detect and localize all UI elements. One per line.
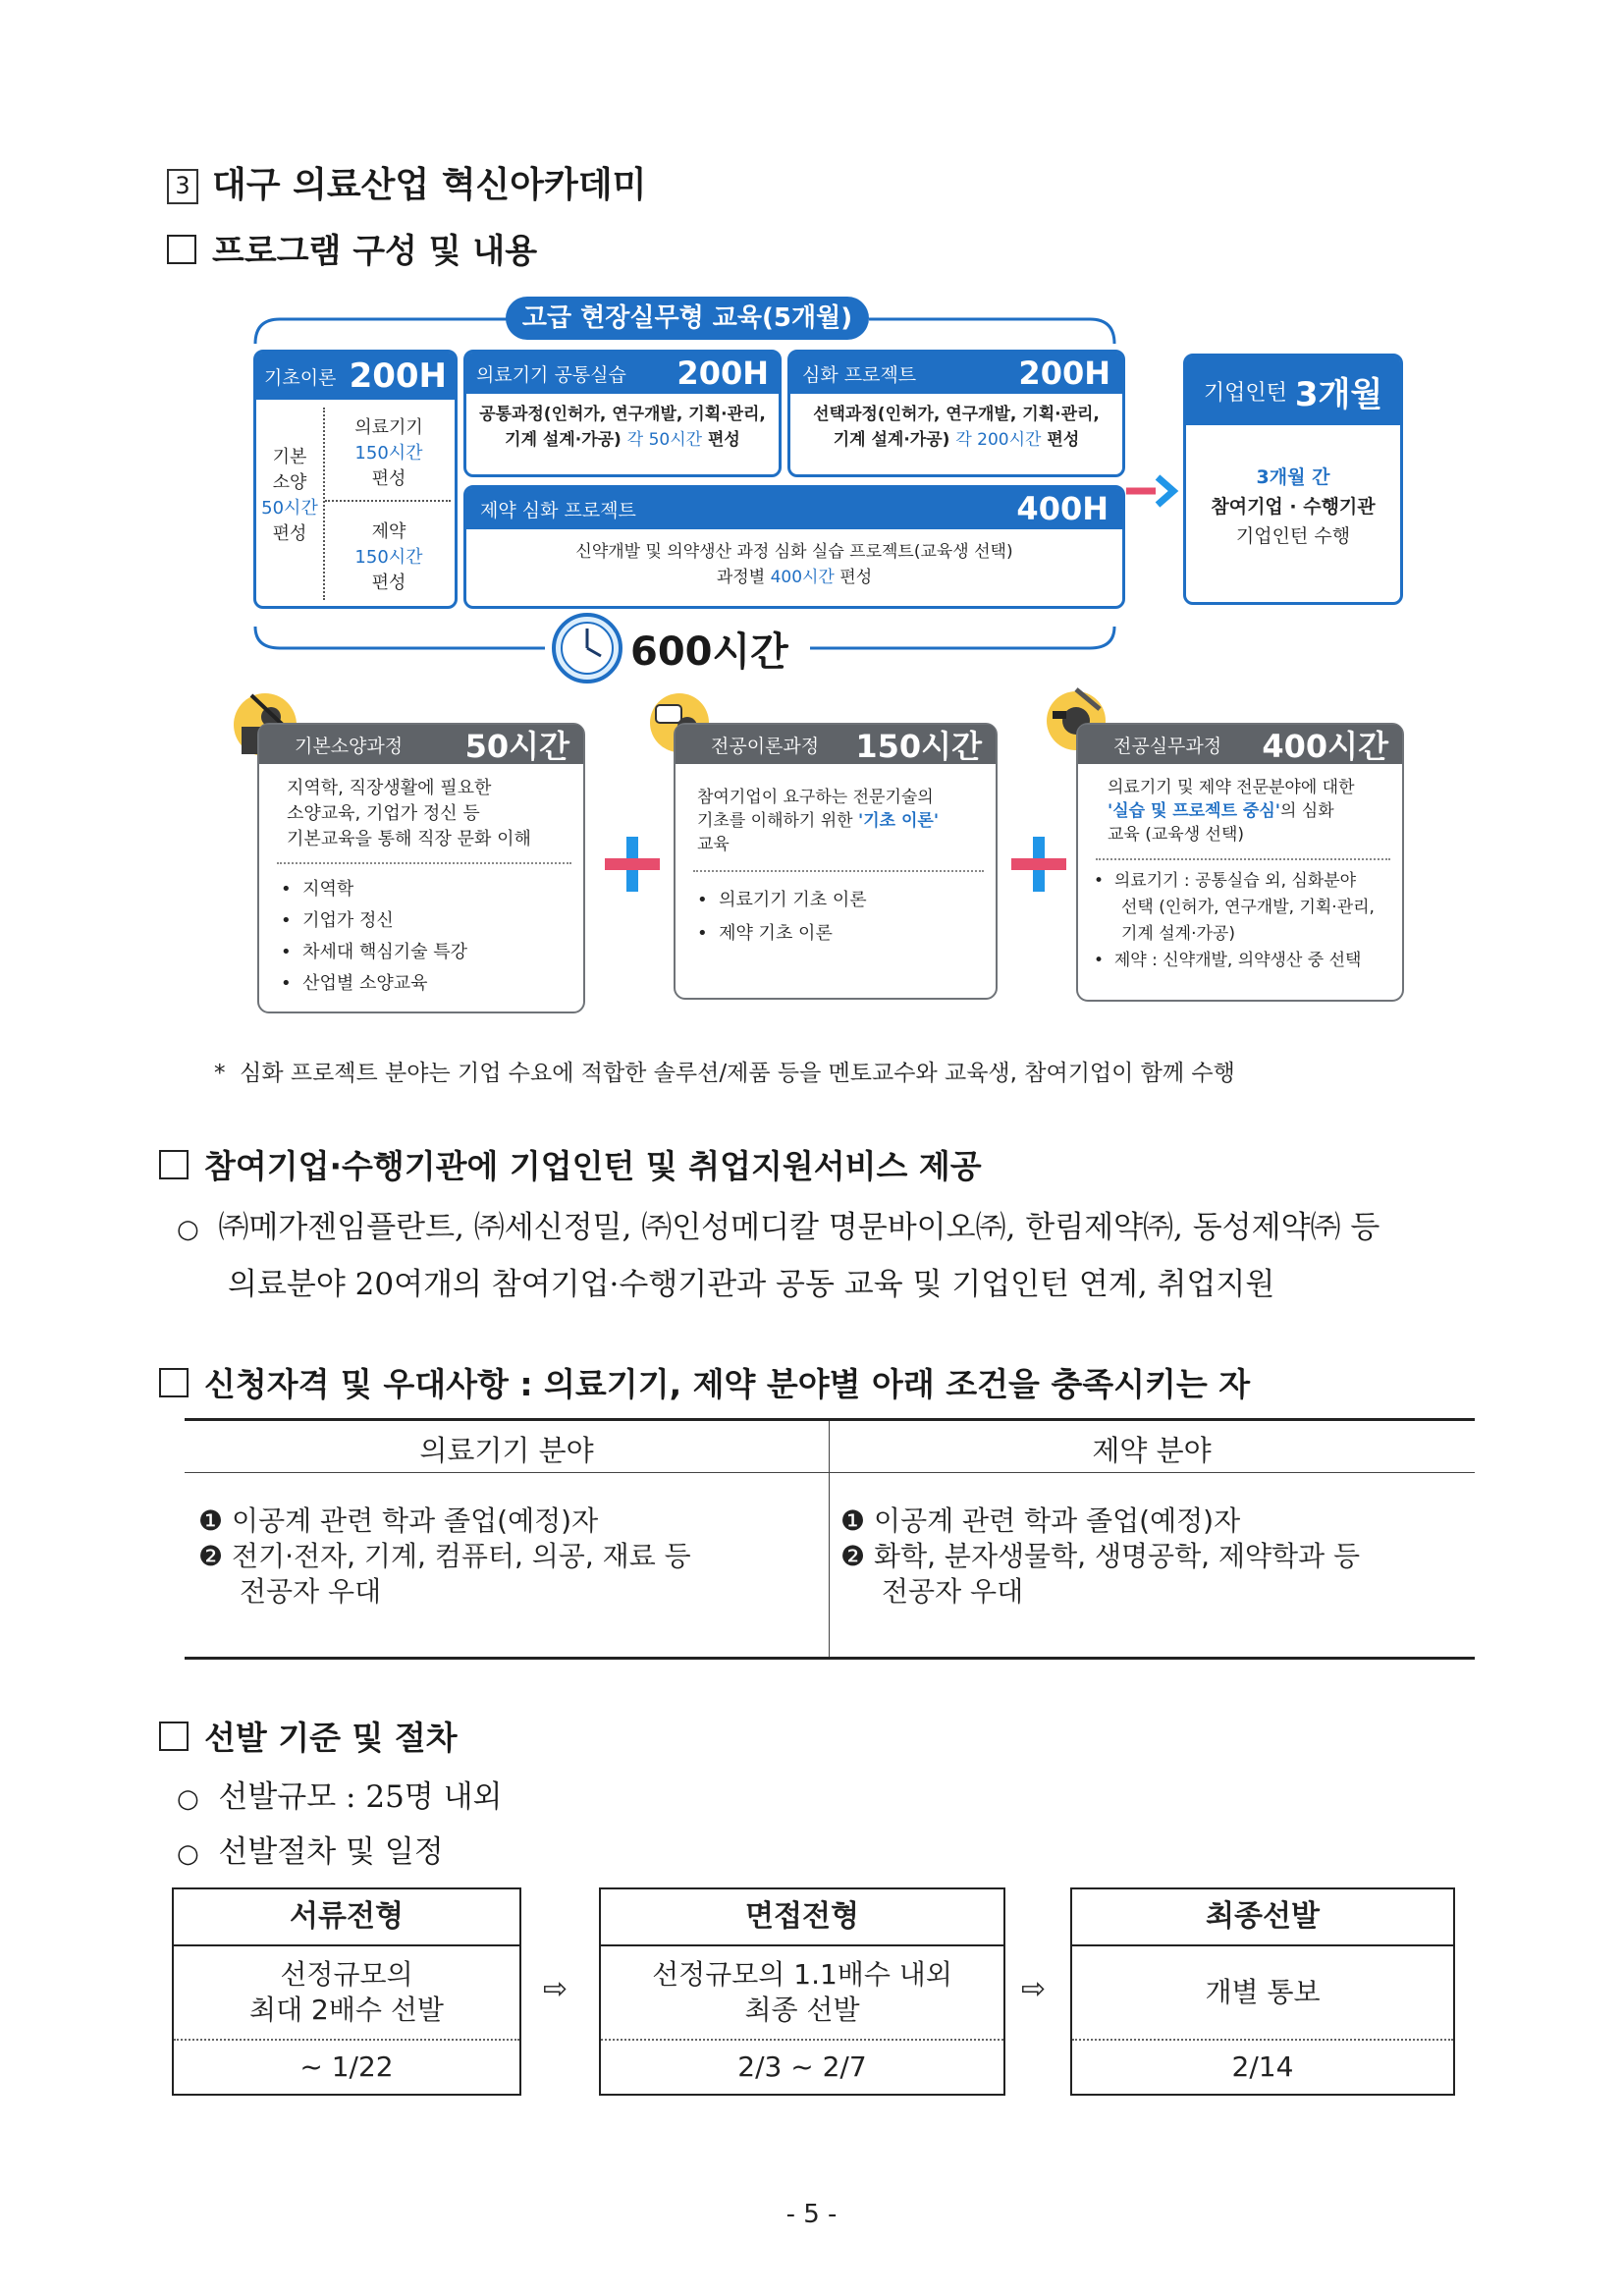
checkbox-square-icon [159, 1368, 189, 1397]
partners-line2: 의료분야 20여개의 참여기업·수행기관과 공동 교육 및 기업인턴 연계, 취업지원 [228, 1267, 1275, 1302]
list-item: • 제약 기초 이론 [697, 923, 833, 944]
arrow-right-icon [1124, 471, 1183, 511]
course1-box: 기본소양과정 50시간 지역학, 직장생활에 필요한 소양교육, 기업가 정신 등 기본교육을 통해 직장 문화 이해 • 지역학 • 기업가 정신 • 차세대 핵심기술 특강 • 산업별 소양교육 [257, 723, 585, 1013]
list-item: • 의료기기 : 공통실습 외, 심화분야 [1094, 871, 1357, 891]
list-item: • 제약 : 신약개발, 의약생산 중 선택 [1094, 951, 1362, 970]
course3-box: 전공실무과정 400시간 의료기기 및 제약 전문분야에 대한 '실습 및 프로젝트 중심'의 심화 교육 (교육생 선택) • 의료기기 : 공통실습 외, 심화분야 선택 (인허가, 연구개발, 기획·관리, 기계 설계·가공) • 제약 : 신약개발, 의약생산 중 선택 [1076, 723, 1404, 1002]
col2-content: ❶ 이공계 관련 학과 졸업(예정)자 ❷ 화학, 분자생물학, 생명공학, 제약학과 등 전공자 우대 [840, 1504, 1361, 1608]
step-arrow-icon: ⇨ [543, 1972, 568, 2006]
section-number: 3 [167, 169, 198, 204]
selection-procedure: ○ 선발절차 및 일정 [177, 1834, 444, 1870]
col1-header: 의료기기 분야 [419, 1434, 594, 1467]
step-arrow-icon: ⇨ [1021, 1972, 1047, 2006]
selection-heading: 선발 기준 및 절차 [159, 1713, 458, 1759]
device-practice-box: 의료기기 공통실습 200H 공통과정(인허가, 연구개발, 기획·관리, 기계 설계·가공) 각 50시간 편성 [463, 350, 782, 477]
partners-heading: 참여기업·수행기관에 기업인턴 및 취업지원서비스 제공 [159, 1141, 982, 1187]
program-heading: 프로그램 구성 및 내용 [167, 224, 537, 272]
checkbox-square-icon [159, 1150, 189, 1179]
selection-scale: ○ 선발규모 : 25명 내외 [177, 1779, 503, 1815]
course2-box: 전공이론과정 150시간 참여기업이 요구하는 전문기술의 기초를 이해하기 위한 '기초 이론' 교육 • 의료기기 기초 이론 • 제약 기초 이론 [674, 723, 998, 1000]
list-item: • 의료기기 기초 이론 [697, 890, 867, 910]
clock-icon [550, 611, 624, 685]
list-item: • 지역학 [281, 879, 354, 900]
plus-icon [605, 837, 660, 892]
eligibility-table [185, 1418, 1475, 1660]
checkbox-square-icon [159, 1722, 189, 1751]
checkbox-square-icon [167, 235, 196, 264]
page-number: - 5 - [785, 2200, 838, 2229]
partners-line1: ○ ㈜메가젠임플란트, ㈜세신정밀, ㈜인성메디칼 명문바이오㈜, 한림제약㈜, 동성제약㈜ 등 [177, 1210, 1380, 1245]
col1-content: ❶ 이공계 관련 학과 졸업(예정)자 ❷ 전기·전자, 기계, 컴퓨터, 의공, 재료 등 전공자 우대 [198, 1504, 691, 1608]
step-final: 최종선발 개별 통보 2/14 [1070, 1887, 1455, 2096]
list-item: • 차세대 핵심기술 특강 [281, 942, 467, 962]
eligibility-heading: 신청자격 및 우대사항 : 의료기기, 제약 분야별 아래 조건을 충족시키는 자 [159, 1359, 1250, 1405]
section-title: 3 대구 의료산업 혁신아카데미 [167, 157, 646, 207]
step-interview: 면접전형 선정규모의 1.1배수 내외 최종 선발 2/3 ~ 2/7 [599, 1887, 1005, 2096]
footnote: * 심화 프로젝트 분야는 기업 수요에 적합한 솔루션/제품 등을 멘토교수와 교육생, 참여기업이 함께 수행 [214, 1061, 1235, 1086]
list-item: • 기업가 정신 [281, 910, 394, 931]
step-document: 서류전형 선정규모의 최대 2배수 선발 ~ 1/22 [172, 1887, 521, 2096]
list-item: • 산업별 소양교육 [281, 973, 428, 994]
pharma-project-box: 제약 심화 프로젝트 400H 신약개발 및 의약생산 과정 심화 실습 프로젝트(교육생 선택) 과정별 400시간 편성 [463, 485, 1125, 609]
program-banner: 고급 현장실무형 교육(5개월) [506, 297, 869, 340]
internship-box: 기업인턴 3개월 3개월 간 참여기업 · 수행기관 기업인턴 수행 [1183, 354, 1403, 605]
basic-theory-box: 기초이론 200H 기본 소양 50시간 편성 의료기기 150시간 편성 제약 150시간 편성 [253, 350, 458, 609]
total-hours: 600시간 [630, 629, 788, 675]
advanced-project-box: 심화 프로젝트 200H 선택과정(인허가, 연구개발, 기획·관리, 기계 설계·가공) 각 200시간 편성 [787, 350, 1125, 477]
col2-header: 제약 분야 [1092, 1434, 1212, 1467]
plus-icon [1011, 837, 1066, 892]
